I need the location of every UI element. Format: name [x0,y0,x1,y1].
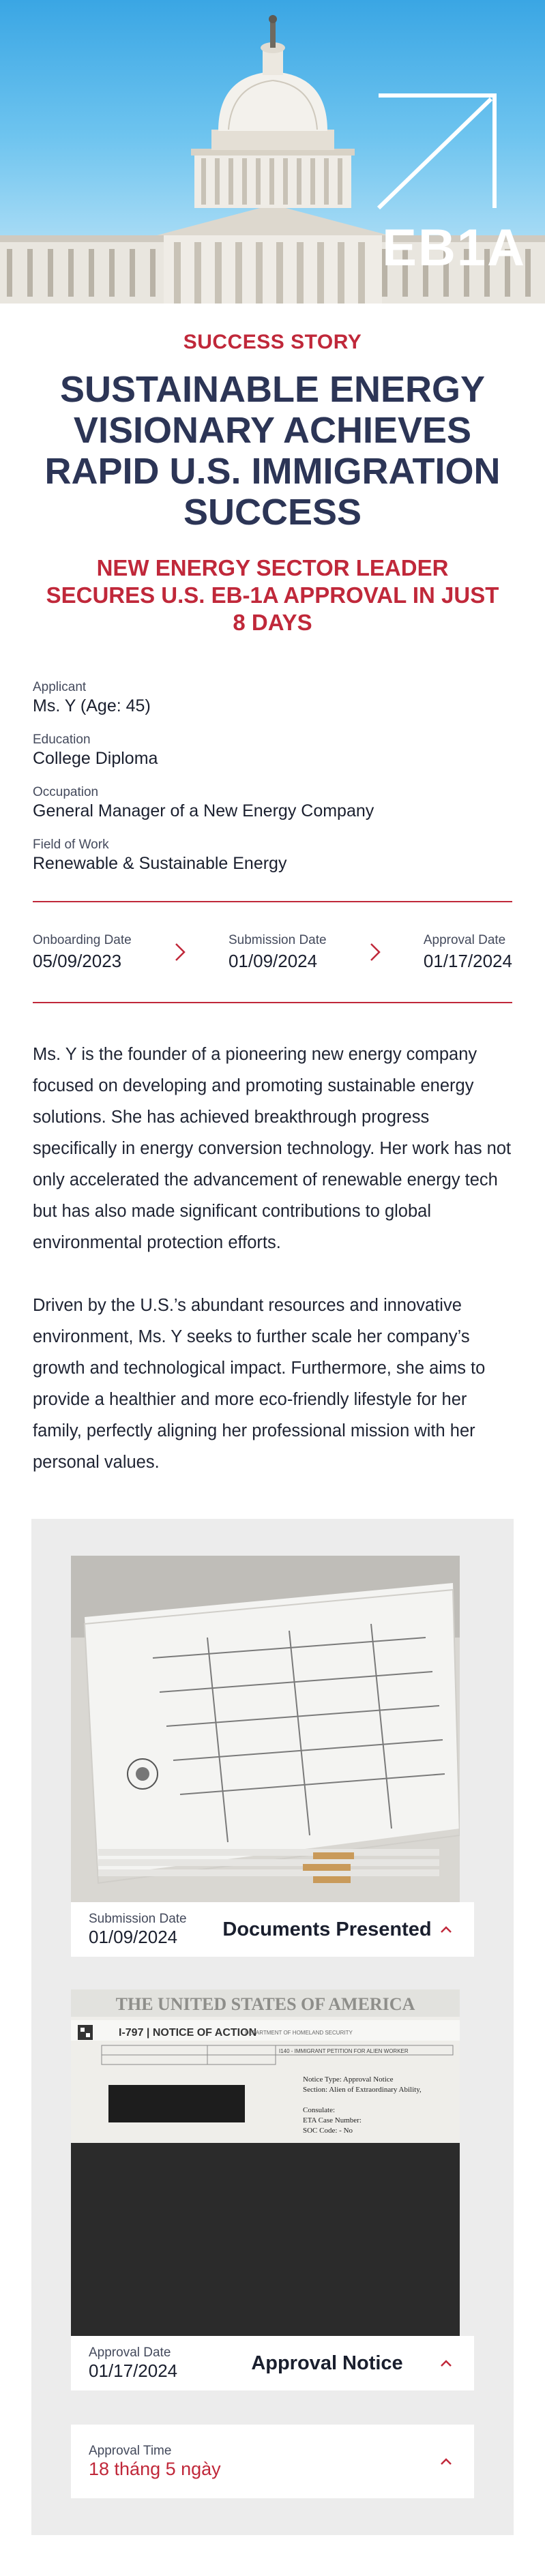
document-card-submission[interactable] [71,1902,474,1957]
fact-label: Education [33,732,91,747]
chevron-right-icon [171,943,189,961]
approval-notice-photo [71,1989,474,2336]
brand-logo-text: EB1A [382,219,526,277]
documents-photo [71,1556,474,1902]
document-title: Documents Presented [222,1918,432,1940]
notice-section: Section: Alien of Extraordinary Ability, [303,2086,422,2094]
fact-value: College Diploma [33,749,158,768]
eyebrow-label: SUCCESS STORY [183,331,362,353]
applicant-facts [33,680,512,874]
timeline-label: Approval Date [423,932,506,947]
notice-form: I-797 | NOTICE OF ACTION [119,2027,257,2039]
notice-type: Notice Type: Approval Notice [303,2075,394,2084]
fact-label: Applicant [33,680,87,694]
notice-consulate: Consulate: [303,2106,336,2114]
fact-applicant [33,680,512,716]
notice-eta: ETA Case Number: [303,2116,362,2125]
timeline-date: 05/09/2023 [33,950,122,971]
arrow-logo-icon [379,95,495,208]
fact-value: General Manager of a New Energy Company [33,801,374,820]
page-subtitle: NEW ENERGY SECTOR LEADER SECURES U.S. EB-1A APPROVAL IN JUST 8 DAYS [46,555,499,635]
approval-time-value: 18 tháng 5 ngày [89,2458,221,2479]
document-date [89,1912,218,1948]
document-date-value: 01/09/2024 [89,1926,178,1947]
chevron-right-icon [366,943,384,961]
story-body [33,1039,512,1478]
timeline-onboarding [33,933,132,972]
page-title: SUSTAINABLE ENERGY VISIONARY ACHIEVES RAPID U.S. IMMIGRATION SUCCESS [44,369,501,533]
case-timeline [33,901,512,1003]
fact-value: Renewable & Sustainable Energy [33,854,287,873]
document-card-approval[interactable] [71,2336,474,2390]
fact-label: Occupation [33,785,99,799]
chevron-up-icon[interactable] [436,2451,456,2472]
approval-time-card[interactable] [71,2425,474,2498]
notice-header: THE UNITED STATES OF AMERICA [115,1994,415,2014]
notice-soc: SOC Code: - No [303,2127,353,2135]
document-title: Approval Notice [251,2352,403,2374]
hero-banner [0,0,545,304]
document-date-label: Submission Date [89,1911,187,1926]
document-date [89,2345,218,2382]
fact-field-of-work [33,838,512,874]
timeline-date: 01/17/2024 [423,950,512,971]
timeline-submission [229,933,327,972]
notice-agency: DEPARTMENT OF HOMELAND SECURITY [245,2030,353,2036]
documents-panel [31,1519,514,2535]
fact-label: Field of Work [33,838,109,852]
document-date-value: 01/17/2024 [89,2360,178,2381]
notice-petition: I140 - IMMIGRANT PETITION FOR ALIEN WORKER [279,2048,409,2054]
fact-value: Ms. Y (Age: 45) [33,696,151,715]
approval-time [89,2444,436,2480]
story-paragraph: Ms. Y is the founder of a pioneering new energy company focused on developing and promoting sustainable energy solutions. She has achieved breakthrough progress specifically in energy conversion technology. Her work has not only accelerated the advancement of renewable energy tech but has also made significant contributions to global environmental protection efforts. [33,1045,512,1252]
timeline-date: 01/09/2024 [228,950,318,971]
approval-time-label: Approval Time [89,2443,172,2458]
chevron-up-icon[interactable] [436,1919,456,1940]
timeline-approval [424,933,512,972]
document-date-label: Approval Date [89,2345,171,2360]
chevron-up-icon[interactable] [436,2353,456,2373]
fact-education [33,732,512,769]
fact-occupation [33,785,512,821]
story-paragraph: Driven by the U.S.’s abundant resources and innovative environment, Ms. Y seeks to further scale her company’s growth and technological impact. Furthermore, she aims to provide a healthier and more eco-friendly lifestyle for her family, perfectly aligning her professional mission with her personal values. [33,1296,486,1472]
timeline-label: Onboarding Date [33,932,132,947]
timeline-label: Submission Date [228,932,327,947]
